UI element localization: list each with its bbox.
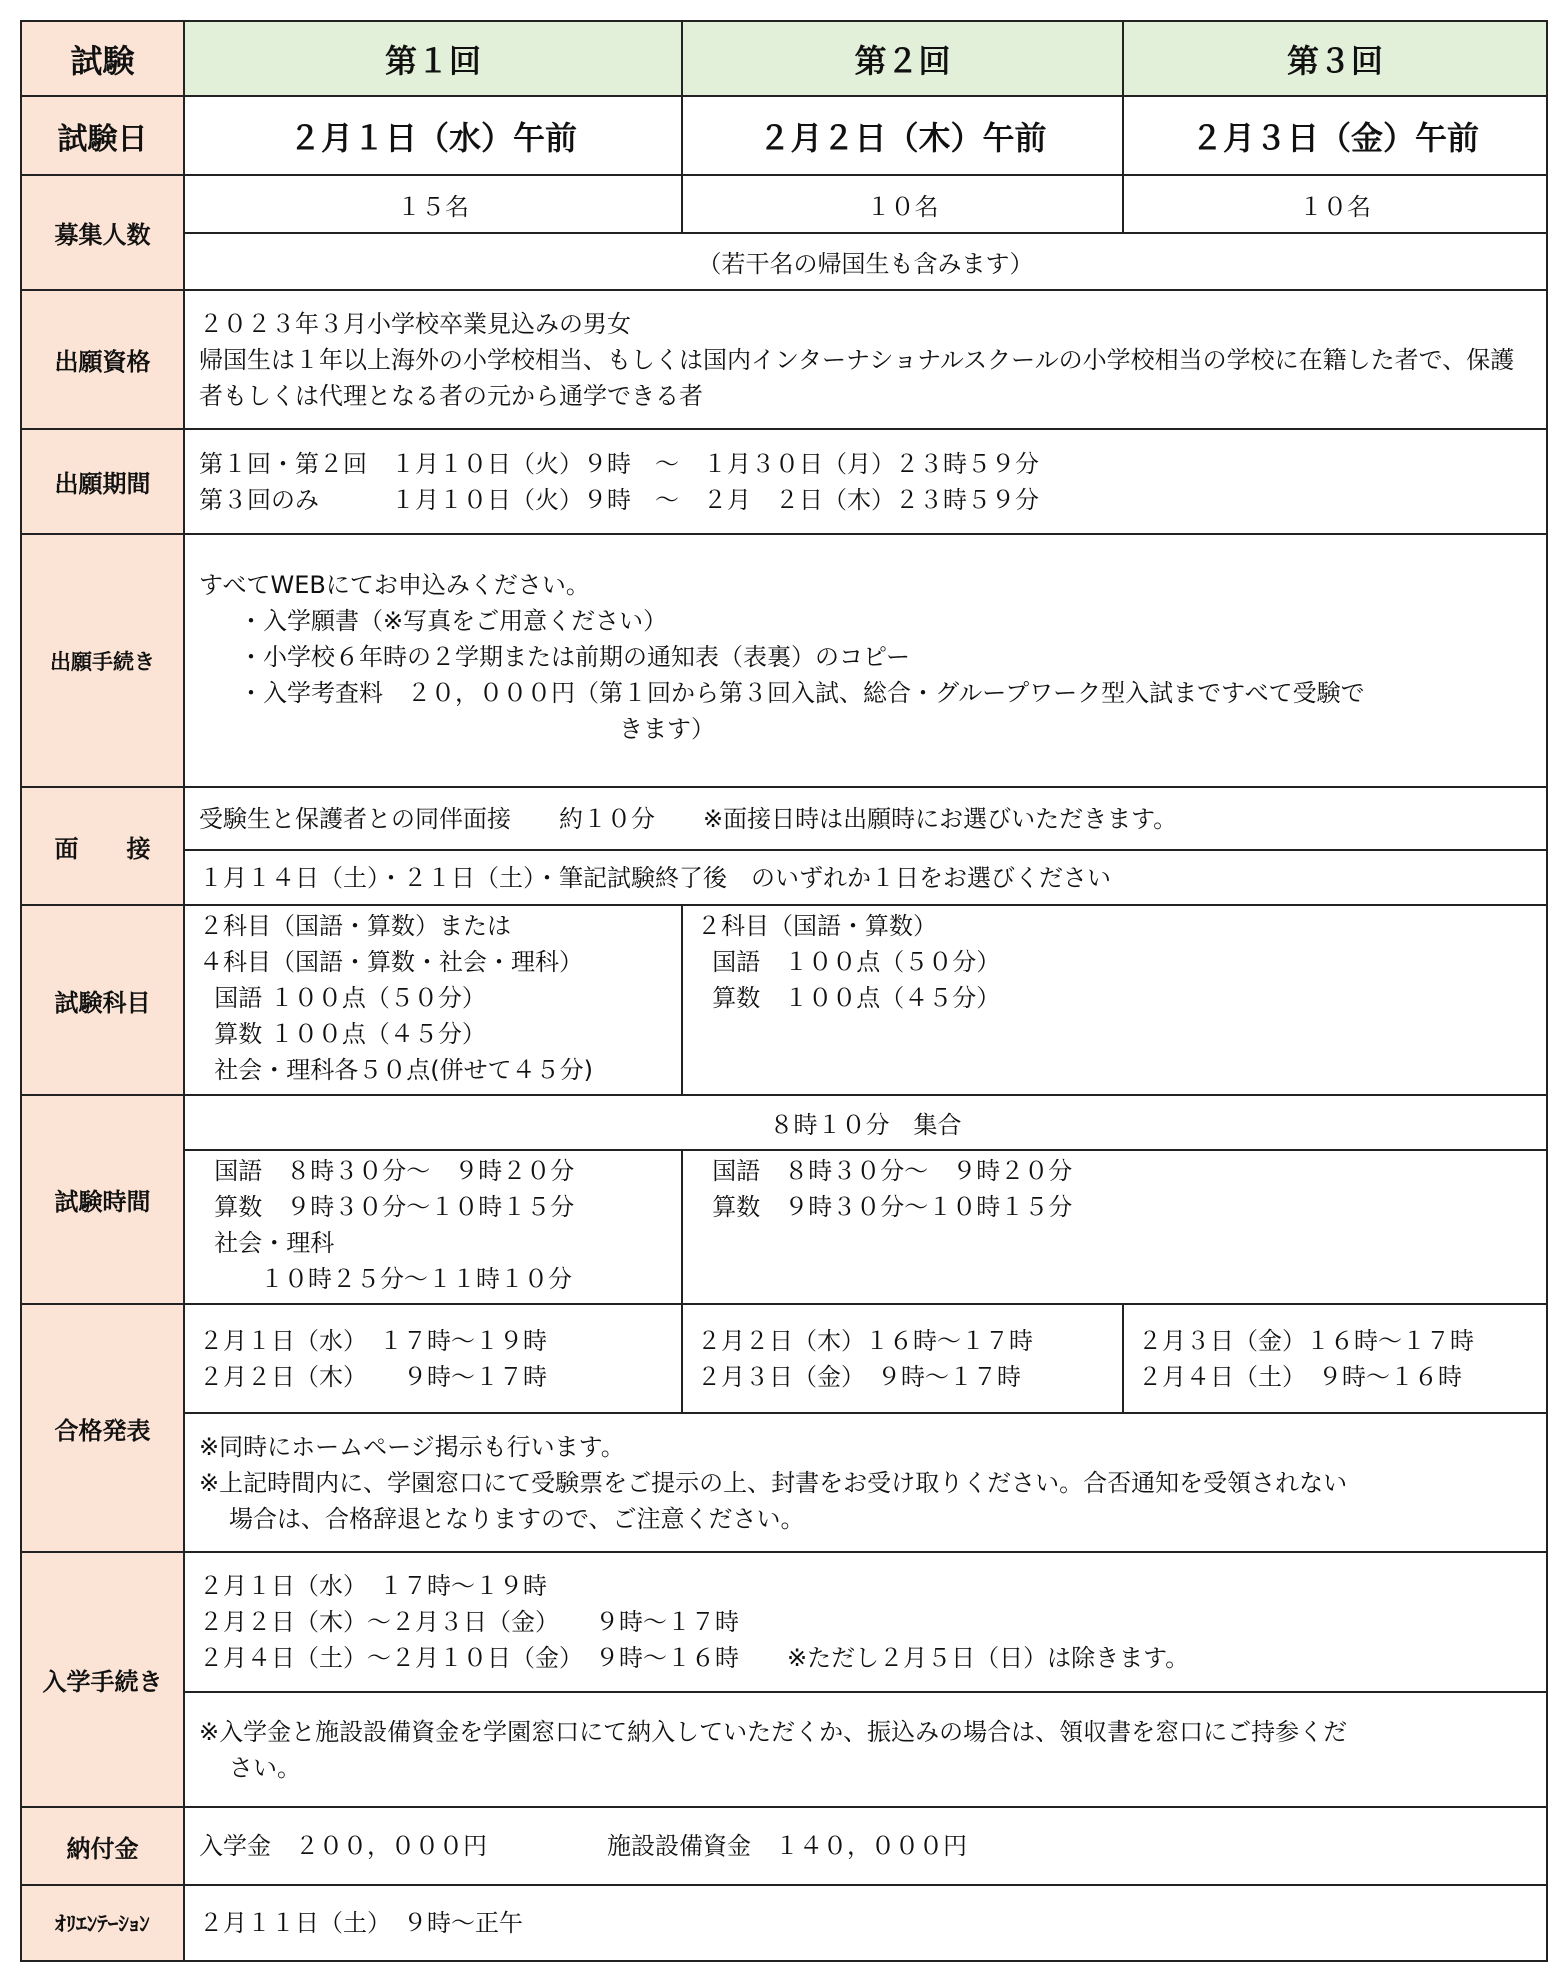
subjects-left-line: ２科目（国語・算数）または (199, 912, 511, 940)
results-round-2-line: ２月３日（金） ９時～１７時 (697, 1362, 1021, 1391)
period-line-1: 第１回・第２回 １月１０日（火）９時 ～ １月３０日（月）２３時５９分 (199, 449, 1039, 478)
results-round-1-line: ２月２日（木） ９時～１７時 (199, 1362, 547, 1391)
fees-text: 入学金 ２００，０００円 施設設備資金 １４０，０００円 (184, 1807, 1547, 1885)
procedure-item-1: ・入学願書（※写真をご用意ください） (239, 607, 668, 635)
subjects-right (682, 905, 1547, 1095)
fees-label: 納付金 (21, 1807, 184, 1885)
procedure-item-3: ・入学考査料 ２０，０００円（第１回から第３回入試、総合・グループワーク型入試まですべて受験で (239, 679, 1365, 707)
period-label: 出願期間 (21, 429, 184, 534)
schedule-left-line: 国語 ８時３０分～ ９時２０分 (199, 1157, 575, 1185)
header-exam: 試験 (21, 21, 184, 96)
interview-line-1: 受験生と保護者との同伴面接 約１０分 ※面接日時は出願時にお選びいただきます。 (184, 787, 1547, 850)
period-line-2: 第３回のみ １月１０日（火）９時 ～ ２月 ２日（木）２３時５９分 (199, 485, 1039, 514)
results-round-1-line: ２月１日（水） １７時～１９時 (199, 1326, 547, 1355)
eligibility-label: 出願資格 (21, 290, 184, 429)
eligibility-text (184, 290, 1547, 429)
eligibility-line-1: ２０２３年３月小学校卒業見込みの男女 (199, 309, 631, 338)
subjects-left-line: 算数 １００点（４５分） (199, 1020, 486, 1048)
procedure-intro: すべてWEBにてお申込みください。 (199, 571, 590, 599)
interview-label: 面 接 (21, 787, 184, 905)
subjects-left (184, 905, 682, 1095)
interview-line-2: １月１４日（土）・２１日（土）・筆記試験終了後 のいずれか１日をお選びください (184, 850, 1547, 905)
header-round-3: 第３回 (1123, 21, 1547, 96)
schedule-left-line: 社会・理科 (199, 1229, 335, 1257)
schedule-left-line: 算数 ９時３０分～１０時１５分 (199, 1193, 575, 1221)
schedule-assembly: ８時１０分 集合 (184, 1095, 1547, 1150)
results-note-2-cont: 場合は、合格辞退となりますので、ご注意ください。 (229, 1504, 805, 1533)
period-text (184, 429, 1547, 534)
procedure-text (184, 534, 1547, 787)
subjects-left-line: 社会・理科各５０点(併せて４５分) (199, 1056, 593, 1084)
capacity-3: １０名 (1123, 175, 1547, 233)
header-round-1: 第１回 (184, 21, 682, 96)
orientation-text: ２月１１日（土） ９時～正午 (184, 1885, 1547, 1961)
results-round-3-line: ２月３日（金）１６時～１７時 (1138, 1326, 1474, 1355)
exam-date-1: ２月１日（水）午前 (184, 96, 682, 175)
schedule-left (184, 1150, 682, 1304)
enrollment-label: 入学手続き (21, 1552, 184, 1807)
schedule-right-line: 算数 ９時３０分～１０時１５分 (697, 1193, 1073, 1221)
results-round-3 (1123, 1304, 1547, 1413)
enrollment-line-2: ２月２日（木）～２月３日（金） ９時～１７時 (199, 1608, 739, 1636)
header-round-2: 第２回 (682, 21, 1123, 96)
enrollment-line-1: ２月１日（水） １７時～１９時 (199, 1572, 547, 1600)
subjects-left-line: 国語 １００点（５０分） (199, 984, 486, 1012)
exam-date-3: ２月３日（金）午前 (1123, 96, 1547, 175)
enrollment-dates (184, 1552, 1547, 1692)
results-notes (184, 1413, 1547, 1552)
eligibility-line-2: 帰国生は１年以上海外の小学校相当、もしくは国内インターナショナルスクールの小学校相当の学校に在籍した者で、保護者もしくは代理となる者の元から通学できる者 (199, 345, 1515, 410)
enrollment-note: ※入学金と施設設備資金を学園窓口にて納入していただくか、振込みの場合は、領収書を窓口にご持参くだ (199, 1717, 1348, 1746)
enrollment-notes (184, 1692, 1547, 1807)
orientation-label: ｵﾘｴﾝﾃｰｼｮﾝ (21, 1885, 184, 1961)
subjects-right-line: ２科目（国語・算数） (697, 912, 937, 940)
schedule-left-line: １０時２５分～１１時１０分 (199, 1265, 573, 1293)
schedule-right (682, 1150, 1547, 1304)
results-note-1: ※同時にホームページ掲示も行います。 (199, 1432, 625, 1461)
capacity-label: 募集人数 (21, 175, 184, 290)
procedure-label: 出願手続き (21, 534, 184, 787)
procedure-item-3-cont: きます） (619, 715, 715, 743)
enrollment-line-3: ２月４日（土）～２月１０日（金） ９時～１６時 ※ただし２月５日（日）は除きます。 (199, 1644, 1190, 1672)
results-round-2 (682, 1304, 1123, 1413)
capacity-2: １０名 (682, 175, 1123, 233)
results-round-3-line: ２月４日（土） ９時～１６時 (1138, 1362, 1462, 1391)
schedule-right-line: 国語 ８時３０分～ ９時２０分 (697, 1157, 1073, 1185)
admission-table (20, 20, 1548, 1962)
results-round-1 (184, 1304, 682, 1413)
enrollment-note-cont: さい。 (229, 1753, 301, 1782)
results-note-2: ※上記時間内に、学園窓口にて受験票をご提示の上、封書をお受け取りください。合否通知を受領されない (199, 1468, 1348, 1497)
results-round-2-line: ２月２日（木）１６時～１７時 (697, 1326, 1033, 1355)
subjects-label: 試験科目 (21, 905, 184, 1095)
capacity-note: （若干名の帰国生も含みます） (184, 233, 1547, 290)
subjects-right-line: 算数 １００点（４５分） (697, 984, 1001, 1012)
exam-date-label: 試験日 (21, 96, 184, 175)
procedure-item-2: ・小学校６年時の２学期または前期の通知表（表裏）のコピー (239, 643, 911, 671)
subjects-right-line: 国語 １００点（５０分） (697, 948, 1001, 976)
results-label: 合格発表 (21, 1304, 184, 1552)
schedule-label: 試験時間 (21, 1095, 184, 1304)
capacity-1: １５名 (184, 175, 682, 233)
subjects-left-line: ４科目（国語・算数・社会・理科） (199, 948, 583, 976)
exam-date-2: ２月２日（木）午前 (682, 96, 1123, 175)
